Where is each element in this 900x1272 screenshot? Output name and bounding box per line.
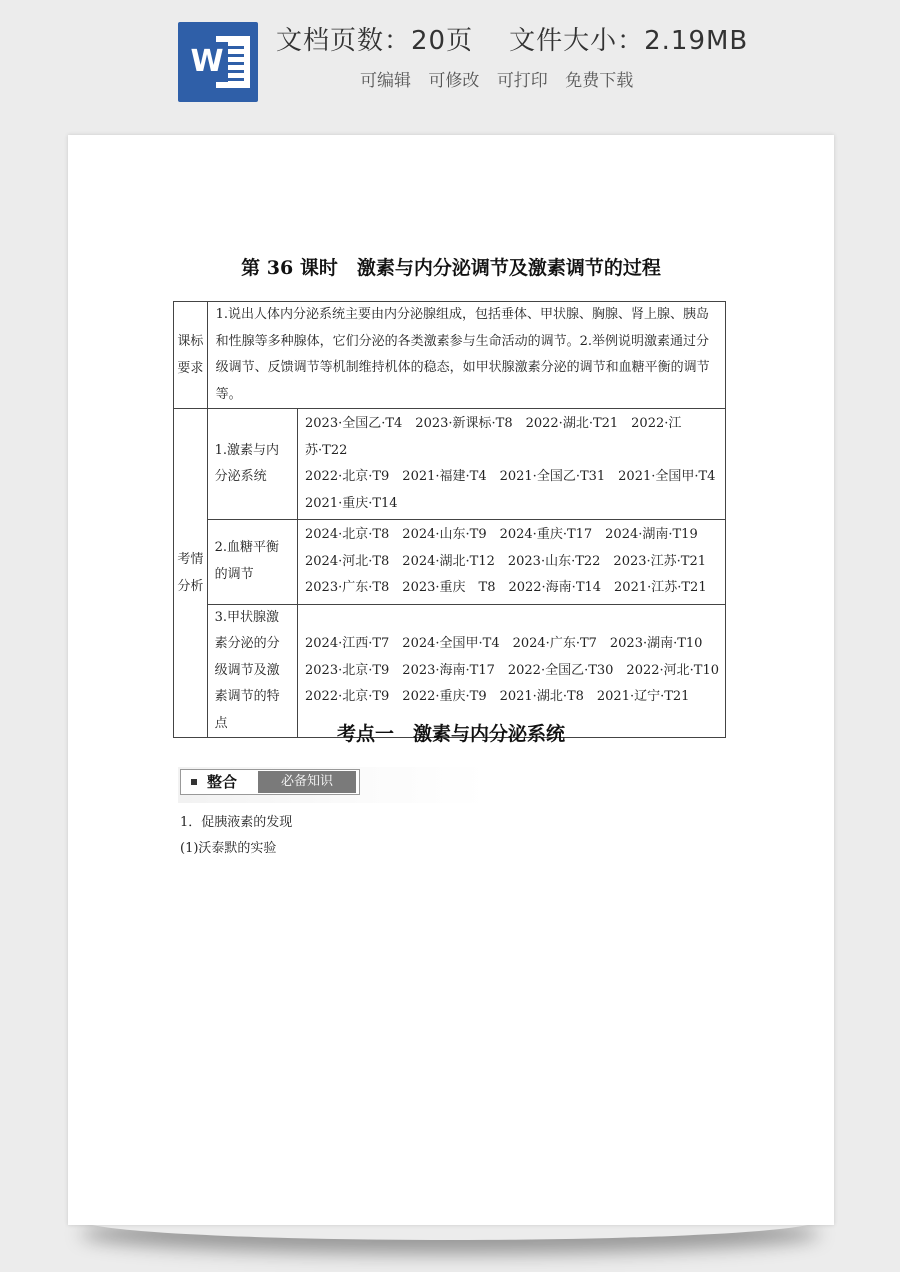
reference-line: 苏·T22 <box>305 442 348 458</box>
reference-line: 2021·重庆·T14 <box>305 495 398 511</box>
reference-line: 2022·北京·T9 2022·重庆·T9 2021·湖北·T8 2021·辽宁·T21 <box>305 689 690 704</box>
exam-references <box>298 604 726 738</box>
download-header <box>0 0 900 115</box>
page-count: 文档页数：20页 <box>276 26 474 56</box>
feature-list <box>360 66 645 90</box>
bullet-square-icon <box>191 779 197 785</box>
feature-modifiable: 可修改 <box>428 71 480 91</box>
table-row <box>174 302 726 409</box>
feature-editable: 可编辑 <box>360 71 411 91</box>
reference-line: 2022·北京·T9 2021·福建·T4 2021·全国乙·T31 2021·全国甲·T4 <box>305 469 716 484</box>
lesson-title: 第 36 课时 激素与内分泌调节及激素调节的过程 <box>241 257 661 279</box>
exam-references <box>298 409 726 520</box>
label-tag: 必备知识 <box>258 771 356 793</box>
topic-name: 2.血糖平衡的调节 <box>207 520 297 605</box>
requirements-header: 课标要求 <box>174 302 208 409</box>
reference-line: 2024·江西·T7 2024·全国甲·T4 2024·广东·T7 2023·湖南·T10 <box>305 636 703 651</box>
feature-printable: 可打印 <box>496 71 548 91</box>
file-info <box>276 20 796 60</box>
curriculum-table <box>173 301 726 738</box>
table-row <box>174 520 726 605</box>
table-row <box>174 604 726 738</box>
paragraph-subheading: (1)沃泰默的实验 <box>180 841 277 856</box>
exam-references <box>298 520 726 605</box>
file-size: 文件大小：2.19MB <box>509 26 749 56</box>
feature-free-download: 免费下载 <box>565 71 634 91</box>
reference-line: 2023·全国乙·T4 2023·新课标·T8 2022·湖北·T21 2022·江 <box>305 416 682 431</box>
section-title: 考点一 激素与内分泌系统 <box>336 723 565 745</box>
label-main: 整合 <box>207 773 238 791</box>
word-document-icon <box>178 22 258 102</box>
reference-line: 2023·广东·T8 2023·重庆 T8 2022·海南·T14 2021·江苏·T21 <box>305 580 707 595</box>
document-page <box>68 135 834 1225</box>
analysis-header: 考情分析 <box>174 409 208 738</box>
reference-line: 2023·北京·T9 2023·海南·T17 2022·全国乙·T30 2022·河北·T10 <box>305 662 719 678</box>
word-icon-letter: W <box>186 42 228 82</box>
topic-name: 1.激素与内分泌系统 <box>207 409 297 520</box>
reference-line: 2024·河北·T8 2024·湖北·T12 2023·山东·T22 2023·江苏·T21 <box>305 553 706 569</box>
topic-name: 3.甲状腺激素分泌的分级调节及激素调节的特点 <box>207 604 297 738</box>
requirements-text: 1.说出人体内分泌系统主要由内分泌腺组成，包括垂体、甲状腺、胸腺、肾上腺、胰岛和性腺等多种腺体，它们分泌的各类激素参与生命活动的调节。2.举例说明激素通过分级调节、反馈调节等机制维持机体的稳态，如甲状腺激素分泌的调节和血糖平衡的调节等。 <box>207 302 725 409</box>
paragraph-heading: 1．促胰液素的发现 <box>180 815 293 830</box>
reference-line: 2024·北京·T8 2024·山东·T9 2024·重庆·T17 2024·湖南·T19 <box>305 527 698 542</box>
table-row <box>174 409 726 520</box>
section-label <box>180 769 360 795</box>
